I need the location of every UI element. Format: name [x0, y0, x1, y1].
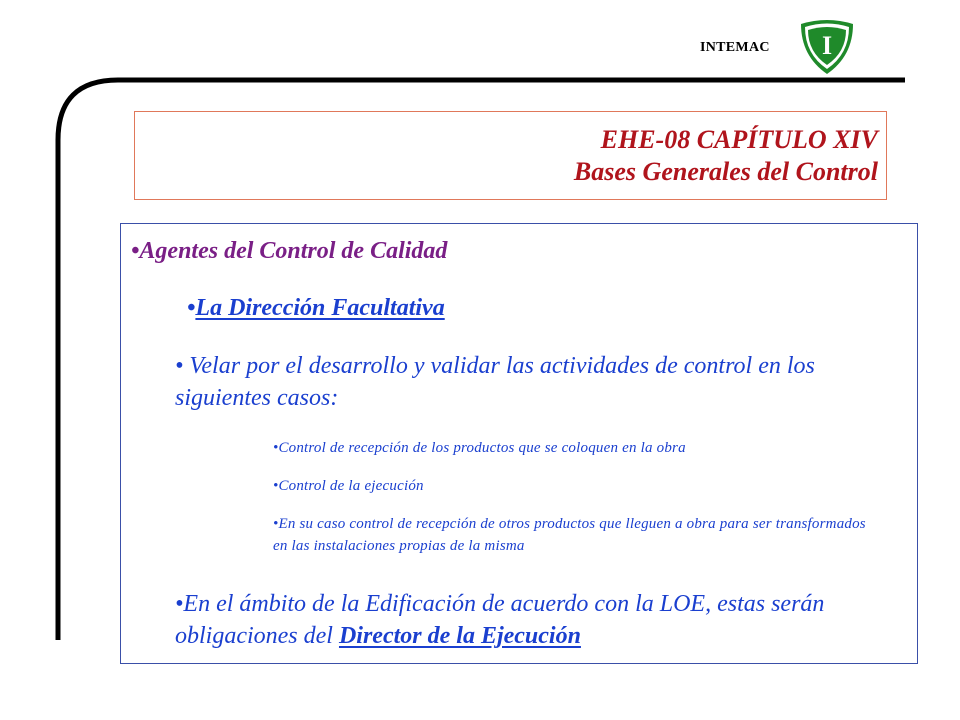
direccion-facultativa-link[interactable] — [187, 295, 445, 322]
sub-item-recepcion: •Control de recepción de los productos que se coloquen en la obra — [273, 440, 686, 456]
title-box — [134, 111, 887, 200]
title-line-2: Bases Generales del Control — [573, 157, 878, 186]
director-ejecucion-link[interactable]: Director de la Ejecución — [338, 623, 581, 649]
intemac-logo-icon — [795, 16, 859, 76]
paragraph-velar: • Velar por el desarrollo y validar las actividades de control en los siguientes casos: — [175, 353, 815, 411]
logo-letter: I — [821, 31, 833, 60]
brand-name: INTEMAC — [700, 40, 770, 55]
section-heading: •Agentes del Control de Calidad — [131, 238, 448, 264]
content-box — [120, 223, 918, 664]
link-bullet: • — [187, 295, 196, 321]
title-line-1: EHE-08 CAPÍTULO XIV — [600, 125, 878, 154]
paragraph-loe — [175, 588, 905, 652]
paragraph-loe-text: •En el ámbito de la Edificación de acuerdo con la LOE, estas serán obligaciones del — [175, 591, 825, 649]
sub-item-ejecucion: •Control de la ejecución — [273, 478, 424, 494]
sub-item-otros-productos: •En su caso control de recepción de otros productos que lleguen a obra para ser transformados en las instalaciones propias de la misma — [273, 516, 866, 554]
link-text[interactable]: La Dirección Facultativa — [195, 295, 445, 321]
